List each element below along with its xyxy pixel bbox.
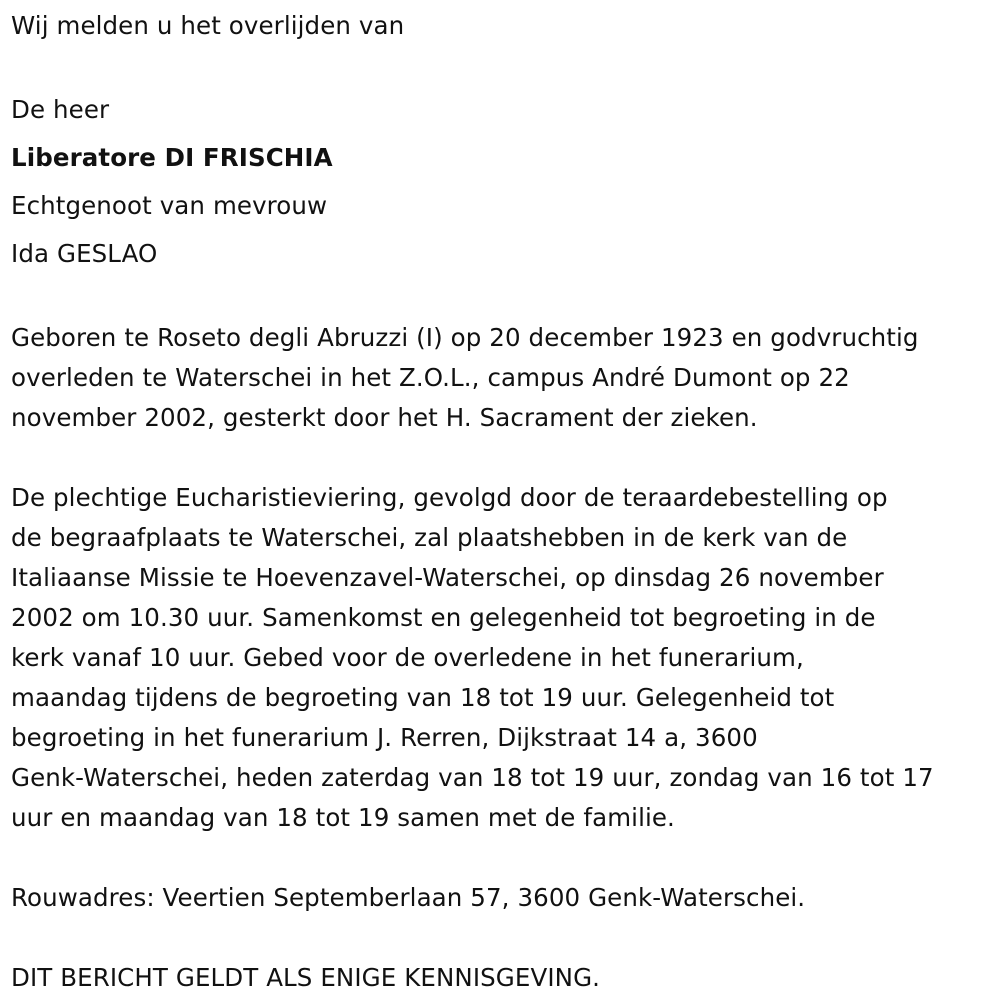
birth-paragraph (11, 318, 991, 438)
ceremony-line: begroeting in het funerarium J. Rerren, Dijkstraat 14 a, 3600 (11, 723, 758, 752)
section-spacer (11, 278, 991, 318)
birth-line: Geboren te Roseto degli Abruzzi (I) op 20 december 1923 en godvruchtig (11, 323, 919, 352)
ceremony-line: maandag tijdens de begroeting van 18 tot 19 uur. Gelegenheid tot (11, 683, 835, 712)
ceremony-line: de begraafplaats te Waterschei, zal plaatshebben in de kerk van de (11, 523, 848, 552)
spouse-label: Echtgenoot van mevrouw (11, 191, 328, 220)
death-notice (11, 6, 991, 998)
birth-line: november 2002, gesterkt door het H. Sacrament der zieken. (11, 403, 758, 432)
deceased-name: Liberatore DI FRISCHIA (11, 143, 333, 172)
ceremony-line: kerk vanaf 10 uur. Gebed voor de overledene in het funerarium, (11, 643, 804, 672)
ceremony-line: Italiaanse Missie te Hoevenzavel-Waterschei, op dinsdag 26 november (11, 563, 884, 592)
address-paragraph (11, 878, 991, 918)
ceremony-paragraph (11, 478, 991, 838)
spouse-name: Ida GESLAO (11, 239, 158, 268)
birth-line: overleden te Waterschei in het Z.O.L., campus André Dumont op 22 (11, 363, 850, 392)
ceremony-line: Genk-Waterschei, heden zaterdag van 18 tot 19 uur, zondag van 16 tot 17 (11, 763, 934, 792)
ceremony-line: 2002 om 10.30 uur. Samenkomst en gelegenheid tot begroeting in de (11, 603, 876, 632)
closing-statement: DIT BERICHT GELDT ALS ENIGE KENNISGEVING. (11, 963, 601, 992)
title-prefix: De heer (11, 95, 110, 124)
ceremony-line: De plechtige Eucharistieviering, gevolgd door de teraardebestelling op (11, 483, 888, 512)
mourning-address: Rouwadres: Veertien Septemberlaan 57, 3600 Genk-Waterschei. (11, 883, 806, 912)
ceremony-line: uur en maandag van 18 tot 19 samen met de familie. (11, 803, 675, 832)
intro-text: Wij melden u het overlijden van (11, 11, 405, 40)
